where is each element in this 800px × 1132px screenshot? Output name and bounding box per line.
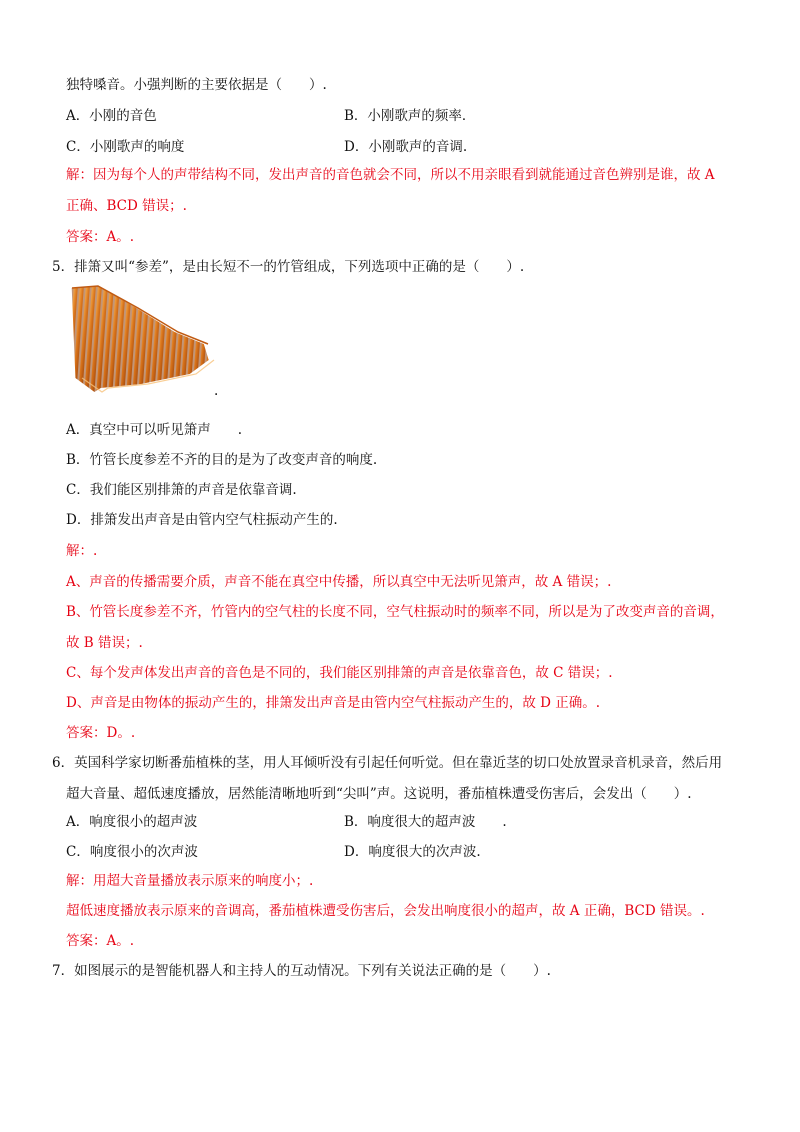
q4-answer: 答案：A。.	[66, 229, 135, 245]
q5-answer: 答案：D。.	[66, 725, 136, 741]
q5-option-b: B．竹管长度参差不齐的目的是为了改变声音的响度.	[66, 452, 378, 468]
q7-stem: 7．如图展示的是智能机器人和主持人的互动情况。下列有关说法正确的是（ ）.	[52, 963, 551, 979]
q4-solution-line-1: 解：因为每个人的声带结构不同，发出声音的音色就会不同，所以不用亲眼看到就能通过音色辨别是谁，故 A	[66, 167, 715, 183]
q5-solution-line-6: D、声音是由物体的振动产生的，排箫发出声音是由管内空气柱振动产生的，故 D 正确。.	[66, 695, 601, 711]
q6-option-b: B．响度很大的超声波 .	[344, 814, 507, 830]
q5-solution-line-3: B、竹管长度参差不齐，竹管内的空气柱的长度不同，空气柱振动时的频率不同，所以是为了改变声音的音调，	[66, 604, 724, 620]
q6-option-a: A．响度很小的超声波	[66, 814, 198, 830]
q4-stem-tail: 独特嗓音。小强判断的主要依据是（ ）.	[66, 77, 327, 93]
panpipe-image	[68, 284, 218, 396]
q4-option-a: A．小刚的音色	[66, 108, 157, 124]
q6-option-c: C．响度很小的次声波	[66, 844, 198, 860]
q5-solution-line-5: C、每个发声体发出声音的音色是不同的，我们能区别排箫的声音是依靠音色，故 C 错误；.	[66, 665, 613, 681]
q6-answer: 答案：A。.	[66, 933, 135, 949]
q5-image-caption: .	[214, 383, 219, 399]
q6-solution-line-2: 超低速度播放表示原来的音调高，番茄植株遭受伤害后，会发出响度很小的超声，故 A 正确，BCD 错误。.	[66, 903, 705, 919]
q4-option-d: D．小刚歌声的音调.	[344, 139, 468, 155]
q5-option-d: D．排箫发出声音是由管内空气柱振动产生的.	[66, 512, 338, 528]
q4-solution-line-2: 正确、BCD 错误；.	[66, 198, 187, 214]
q5-option-a: A．真空中可以听见箫声 .	[66, 422, 243, 438]
q6-stem-line-2: 超大音量、超低速度播放，居然能清晰地听到“尖叫”声。这说明，番茄植株遭受伤害后，会发出（ ）.	[66, 786, 692, 802]
q5-solution-line-4: 故 B 错误；.	[66, 635, 143, 651]
q5-solution-line-1: 解：.	[66, 543, 98, 559]
q6-solution-line-1: 解：用超大音量播放表示原来的响度小；.	[66, 873, 314, 889]
q5-option-c: C．我们能区别排箫的声音是依靠音调.	[66, 482, 297, 498]
q5-stem: 5．排箫又叫“参差”，是由长短不一的竹管组成，下列选项中正确的是（ ）.	[52, 259, 525, 275]
q6-stem-line-1: 6．英国科学家切断番茄植株的茎，用人耳倾听没有引起任何听觉。但在靠近茎的切口处放置录音机录音，然后用	[52, 755, 723, 771]
q4-option-c: C．小刚歌声的响度	[66, 139, 185, 155]
q6-option-d: D．响度很大的次声波.	[344, 844, 481, 860]
q5-solution-line-2: A、声音的传播需要介质，声音不能在真空中传播，所以真空中无法听见箫声，故 A 错误；.	[66, 574, 612, 590]
q4-option-b: B．小刚歌声的频率．	[344, 108, 476, 124]
